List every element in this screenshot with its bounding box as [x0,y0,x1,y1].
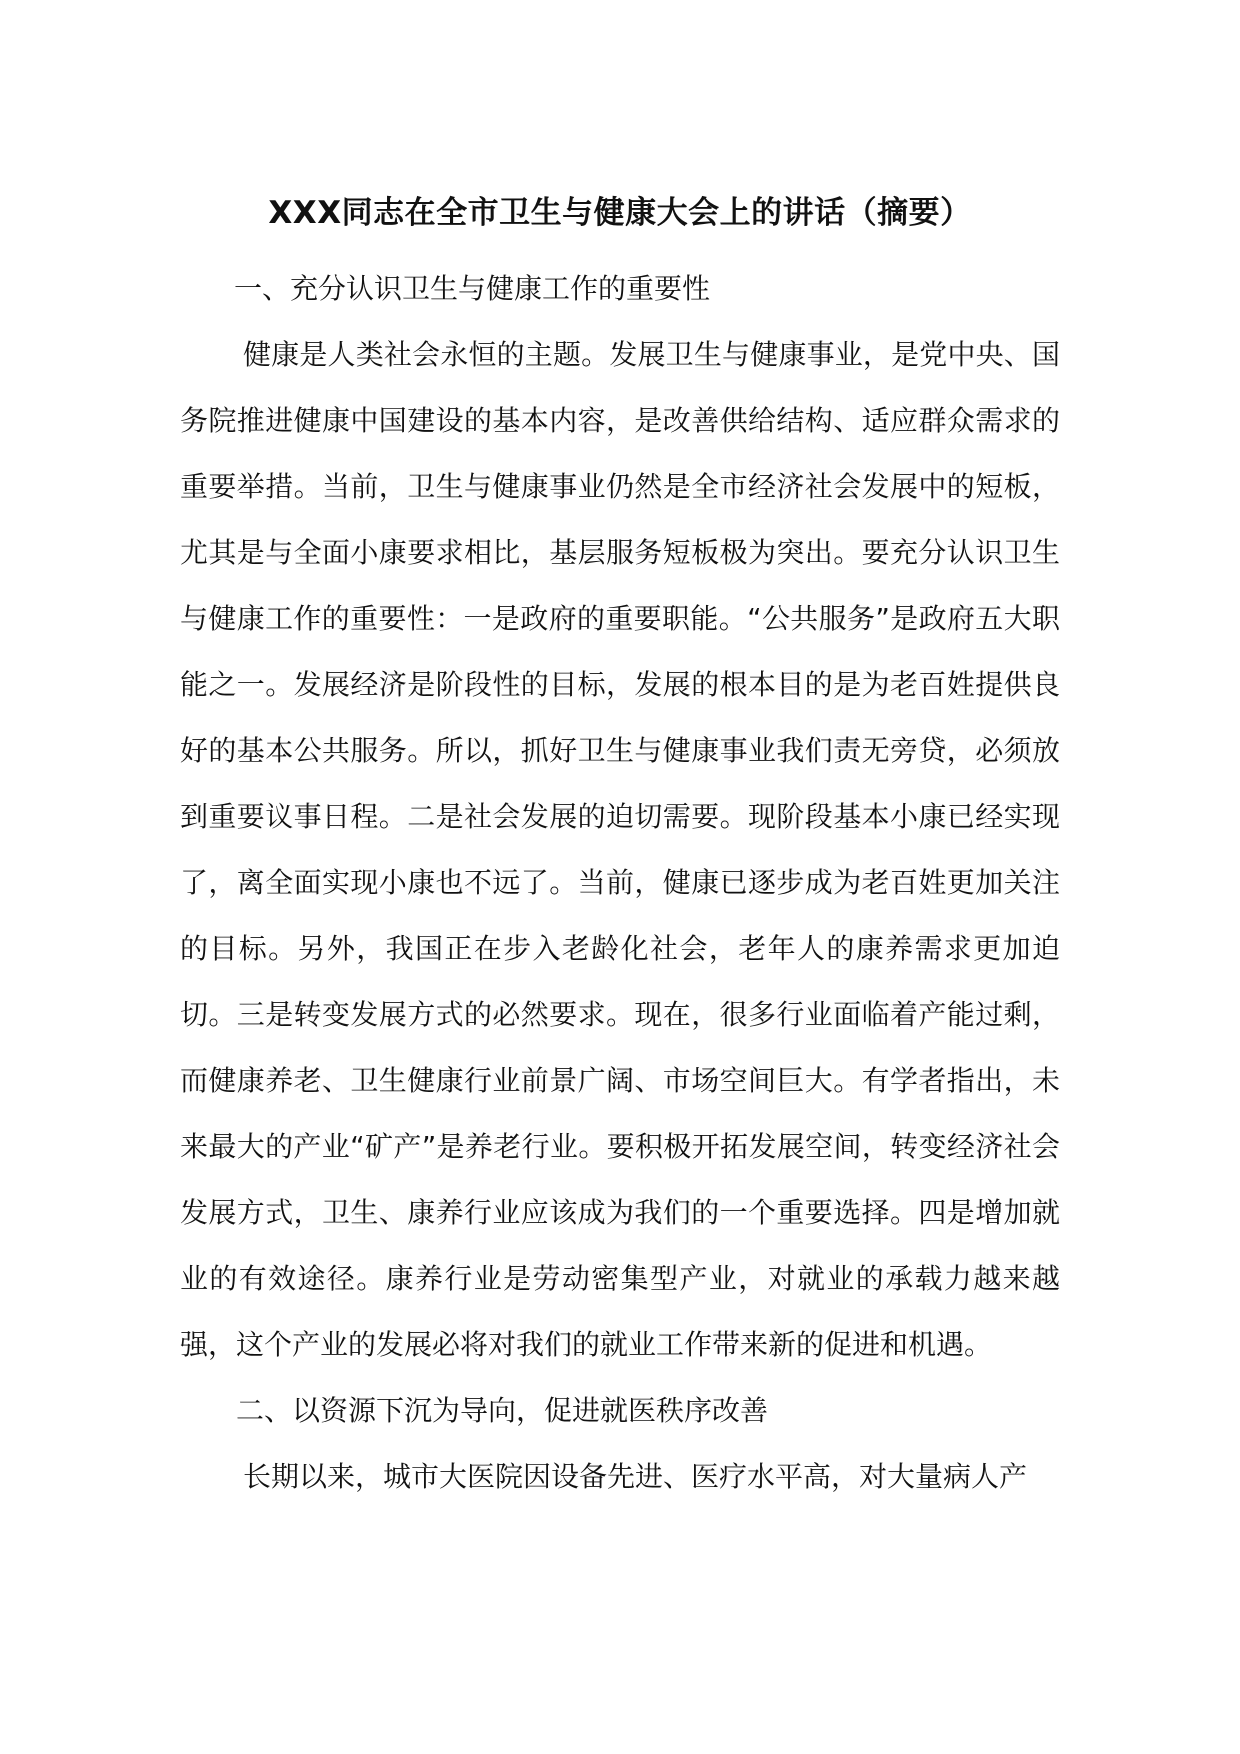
document-title: XXX同志在全市卫生与健康大会上的讲话（摘要） [268,195,972,231]
section-paragraph-1: 健康是人类社会永恒的主题。发展卫生与健康事业，是党中央、国务院推进健康中国建设的基本内容，是改善供给结构、适应群众需求的重要举措。当前，卫生与健康事业仍然是全市经济社会发展中的短板，尤其是与全面小康要求相比，基层服务短板极为突出。要充分认识卫生与健康工作的重要性：一是政府的重要职能。“公共服务”是政府五大职能之一。发展经济是阶段性的目标，发展的根本目的是为老百姓提供良好的基本公共服务。所以，抓好卫生与健康事业我们责无旁贷，必须放到重要议事日程。二是社会发展的迫切需要。现阶段基本小康已经实现了，离全面实现小康也不远了。当前，健康已逐步成为老百姓更加关注的目标。另外，我国正在步入老龄化社会，老年人的康养需求更加迫切。三是转变发展方式的必然要求。现在，很多行业面临着产能过剩，而健康养老、卫生健康行业前景广阔、市场空间巨大。有学者指出，未来最大的产业“矿产”是养老行业。要积极开拓发展空间，转变经济社会发展方式，卫生、康养行业应该成为我们的一个重要选择。四是增加就业的有效途径。康养行业是劳动密集型产业，对就业的承载力越来越强，这个产业的发展必将对我们的就业工作带来新的促进和机遇。 [180,338,1060,1361]
section-heading-2: 二、以资源下沉为导向，促进就医秩序改善 [236,1394,769,1427]
section-paragraph-2: 长期以来，城市大医院因设备先进、医疗水平高，对大量病人产 [243,1460,1028,1493]
section-heading-1: 一、充分认识卫生与健康工作的重要性 [234,272,711,305]
document-body [180,256,1060,1510]
